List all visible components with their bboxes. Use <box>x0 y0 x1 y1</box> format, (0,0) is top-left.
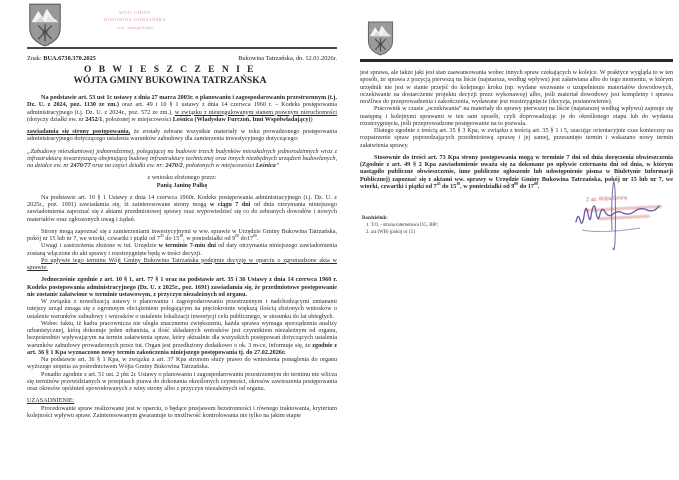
title-line-2: WÓJTA GMINY BUKOWINA TATRZAŃSKA <box>73 76 267 86</box>
page-2 <box>340 0 679 480</box>
coat-of-arms-icon <box>28 3 62 47</box>
paragraph: Dlatego zgodnie z treścią art. 35 § 3 Kpa, w związku z treścią art. 35 § 1 i 5, szacując orientacyjnie czas konieczny na rozpatrzenie spraw poprzedzających przedmiotową sprawę i jej samej, przesunięto termin i wskazano nowy termin załatwienia sprawy. <box>360 127 673 149</box>
deputy-stamp-text: Z up. Wójta Gminy <box>585 195 628 204</box>
header-rule <box>360 59 673 62</box>
handwritten-signature <box>568 170 673 250</box>
signature-area <box>568 186 673 248</box>
paragraph: Panią Janinę Pałkę <box>156 181 208 189</box>
paragraph: Na podstawie art. 36 § 1 Kpa, w związku z art. 37 Kpa stronom służy prawo do wniesienia ponaglenia do organu wyższego stopnia za pośrednictwem Wójta Gminy Bukowina Tatrzańska. <box>27 356 337 371</box>
document-title <box>0 65 340 86</box>
left-page-body <box>27 94 337 419</box>
reference-row <box>27 55 337 62</box>
coat-of-arms-icon <box>367 21 394 56</box>
distribution-list-title: Rozdzielnik: <box>362 216 388 221</box>
paragraph: zawiadamia się strony postępowania, że zostały zebrane wszystkie materiały w toku prowadzonego postępowania administracyjnego dotyczącego ustalenia warunków zabudowy dla zamierzenia inwestycyjnego dotyczącego: <box>27 128 337 143</box>
stamp-line: BUKOWINA TATRZAŃSKA <box>104 17 166 23</box>
place-date: Bukowina Tatrzańska, dn. 12.01.2026r. <box>238 55 337 62</box>
paragraph: UZASADNIENIE: <box>27 397 75 405</box>
paragraph: Po upływie tego terminu Wójt Gminy Bukowina Tatrzańska podejmie decyzję w oparciu o zgromadzone akta w sprawie. <box>27 256 337 271</box>
stamp-line: WÓJT GMINY <box>119 10 151 15</box>
distribution-list-item: 2. a/a (WB) (pokój nr 15) <box>366 229 416 235</box>
paragraph: Jednocześnie zgodnie z art. 10 § 1, art. 77 § 1 oraz na podstawie art. 35 i 36 Ustawy z dnia 14 czerwca 1960 r. Kodeks postępowania administracyjnego (Dz. U. z 2025r., poz. 1691) zawiadamia się, że przedmiotowe postępowanie nie zostanie załatwione w terminie ustawowym, z przyczyn niezależnych od organu. <box>27 276 337 298</box>
paragraph: Strony mogą zapoznać się z zamierzeniami inwestycyjnymi w ww. sprawie w Urzędzie Gminy Bukowina Tatrzańska, pokój nr 15 lub nr 7, we wtorki, czwartki i piątki od $7^{45}$ do $15^{30}$, w poniedziałki od $9^{00}$ $do17^{00}$. <box>27 227 337 242</box>
paragraph: Procedowanie spraw realizowane jest w oparciu, o będące przejawem bezstronności i równego traktowania, kryterium kolejności wpływu spraw. Zainteresowanym gwarantuje to możliwość kontrolowania nie tylko na jakim etapie <box>27 404 337 419</box>
stamp-line: woj. małopolskie <box>116 24 154 30</box>
distribution-list <box>362 216 438 237</box>
paragraph: Wobec faktu, iż kadra pracownicza nie uległa znacznemu zwiększeniu, każda sprawa wymaga sporządzenia analizy urbanistycznej, którą dokonuje jeden urbanista, a ilość składanych wniosków jest czynnikiem niezależnym od organu, bezpośrednio wpływającym na termin załatwienia spraw, który aktualnie dla wszystkich postępowań dotyczących ustalenia warunków zabudowy prowadzonych przez tut. Organ jest przedłużony dodatkowo o ok. 3 m-ce, informuje się, że zgodnie z art. 36 § 1 Kpa wyznaczono nowy termin zakończenia niniejszego postępowania tj. do 27.02.2026r. <box>27 319 337 356</box>
paragraph: Stosownie do treści art. 73 Kpa strony postępowania mogą w terminie 7 dni od dnia doręczenia obwieszczenia (Zgodnie z art. 49 § 2 Kpa zawiadomienie uważa się za dokonane po upływie czternastu dni od dnia, w którym nastąpiło publiczne obwieszczenie, inne publiczne ogłoszenie lub udostępnienie pisma w Biuletynie Informacji Publicznej) zapoznać się z aktami ww. sprawy w Urzędzie Gminy Bukowina Tatrzańska, pokój nr 15 lub nr 7, we wtorki, czwartki i piątki od $7^{45}$ do $15^{30}$, w poniedziałki od $9^{00}$ do $17^{00}$. <box>360 153 673 190</box>
paragraph: „Zabudowy mieszkaniowej jednorodzinnej, polegającej na budowie trzech budynków mieszkalnych jednorodzinnych wraz z infrastrukturą towarzyszącą obejmującą budowę infrastruktury technicznej oraz innych niezbędnych urządzeń budowlanych, na działce ew. nr 2470/77 oraz na części działki ew. nr: 2470/2, położonych w miejscowości Leśnica” <box>27 147 337 169</box>
paragraph: jest sprawa, ale także jaki jest stan zaawansowania wobec innych spraw czekających w kolejce. W praktyce wygląda to w ten sposób, że sprawa z pozycją pierwszą na liście (najstarsza, według wpływu) jest załatwiana albo do tego momentu, w którym urzędnik nie jest w stanie przejść do kolejnego kroku (np. wydane wezwanie o uzupełnienie materiałów dowodowych, oczekiwanie na dostarczenie projektu decyzji przez wykonawcę) albo, jeśli materiał dowodowy jest kompletny i sprawa możliwa do przeprowadzenia i zakończenia, wydawane jest rozstrzygnięcie (decyzja, postanowienie). <box>360 69 673 105</box>
paragraph: Uwagi i zastrzeżenia złożone w tut. Urzędzie w terminie 7-miu dni od daty otrzymania niniejszego zawiadomienia zostaną włączone do akt sprawy i rozstrzygnięte będą w treści decyzji. <box>27 242 337 257</box>
paragraph: z wniosku złożonego przez: <box>147 174 217 182</box>
title-line-1: O B W I E S Z C Z E N I E <box>84 65 256 75</box>
case-number: Znak: BUA.6730.370.2025 <box>27 55 96 62</box>
paragraph: Na podstawie art. 53 ust 1c ustawy z dnia 27 marca 2003r. o planowaniu i zagospodarowaniu przestrzennym (t.j. Dz. U. z 2024, poz. 1130 ze zm.) oraz art. 49 i 10 § 1 ustawy z dnia 14 czerwca 1960 r. – Kodeks postępowania administracyjnego (t.j. Dz. U. z 2024r., poz. 572 ze zm.), w związku z nieuregulowanym stanem prawnym nieruchomości (dotyczy działki ew. nr 2452/1, położonej w miejscowości Leśnica (Władysław Furczoń, Inni Współwładający)) <box>27 94 337 123</box>
paragraph: Na podstawie art. 10 § 1 Ustawy z dnia 14 czerwca 1960r. Kodeks postępowania administracyjnego (t.j. Dz. U. z 2025r., poz. 1091) zawiadamia się, iż zainteresowane strony mogą w ciągu 7 dni od dnia otrzymania niniejszego zawiadomienia zapoznać się z aktami przedmiotowej sprawy oraz wypowiedzieć się co do zebranych dowodów i nowych materiałów oraz zgłoszonych uwag i żądań. <box>27 193 337 223</box>
distribution-list-item: 1. T.O. - strona internetowa UG, BIP; <box>366 222 439 228</box>
paragraph: W związku z nowelizacją ustawy o planowaniu i zagospodarowaniu przestrzennym i nadchodzącymi zmianami tutejszy urząd zmaga się z ogromnym obciążeniem polegającym na pięciokrotnie większą ilością złożonych wniosków o ustalenie warunków zabudowy i wniosków o ustalenie lokalizacji inwestycji celu publicznego, w stosunku do lat ubiegłych. <box>27 298 337 320</box>
paragraph: Ponadto zgodnie z art. 51 ust. 2 pkt 2c Ustawy o planowaniu i zagospodarowaniu przestrzennym do terminu nie wlicza się terminów przewidzianych w przepisach prawa do dokonania określonych czynności, okresów zawieszenia postępowania oraz okresów opóźnień spowodowanych z winy strony albo z przyczyn niezależnych od organu. <box>27 370 337 392</box>
header-rule <box>27 47 337 49</box>
municipality-stamp <box>92 9 178 31</box>
paragraph: Pracownik w czasie „oczekiwania” na materiały do sprawy pierwszej na liście (najstarszej według wpływu) zajmuje się następną i kolejnymi sprawami w ten sam sposób, czyli doprowadzając je do określonego etapu lub do wydania rozstrzygnięcia, jeśli przeprowadzone postępowanie na to pozwala. <box>360 105 673 127</box>
